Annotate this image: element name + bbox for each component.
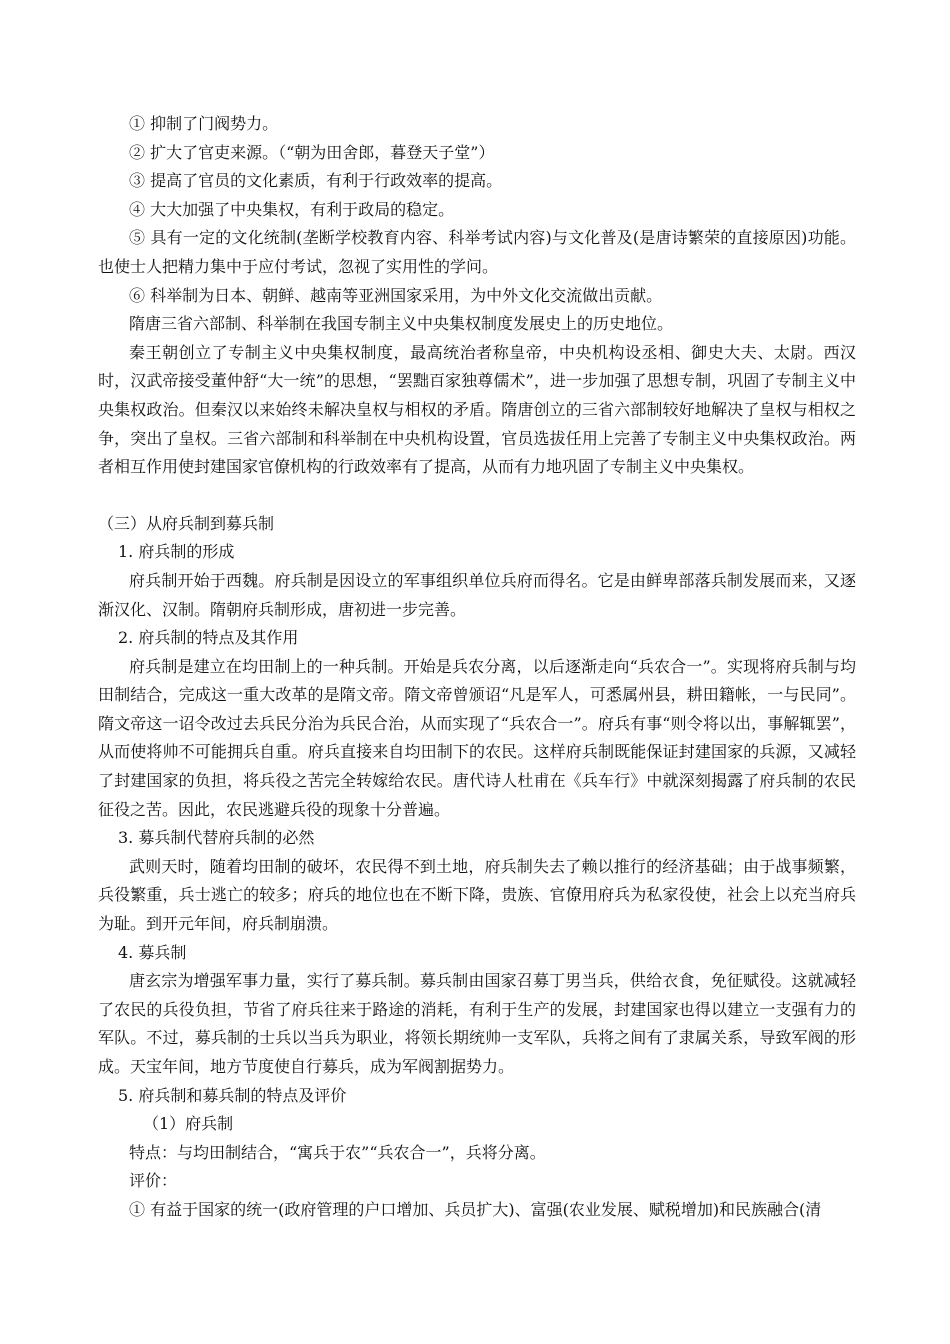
subheading: 1. 府兵制的形成 (118, 542, 235, 562)
features-line: 特点：与均田制结合，“寓兵于农”“兵农合一”，兵将分离。 (129, 1142, 546, 1162)
body-paragraph: 武则天时，随着均田制的破坏，农民得不到土地，府兵制失去了赖以推行的经济基础；由于战事频繁，兵役繁重，兵士逃亡的较多；府兵的地位也在不断下降，贵族、官僚用府兵为私家役使，社会上以充当府兵为耻。到开元年间，府兵制崩溃。 (98, 856, 856, 934)
list-item: ④ 大大加强了中央集权，有利于政局的稳定。 (129, 199, 455, 219)
subheading: 2. 府兵制的特点及其作用 (118, 628, 299, 648)
spacer (98, 482, 856, 510)
body-paragraph: 唐玄宗为增强军事力量，实行了募兵制。募兵制由国家召募丁男当兵，供给衣食，免征赋役。这就减轻了农民的兵役负担，节省了府兵往来于路途的消耗，有利于生产的发展，封建国家也得以建立一支强有力的军队。不过，募兵制的士兵以当兵为职业，将领长期统帅一支军队，兵将之间有了隶属关系，导致军阀的形成。天宝年间，地方节度使自行募兵，成为军阀割据势力。 (98, 971, 856, 1076)
subheading: 5. 府兵制和募兵制的特点及评价 (118, 1085, 347, 1105)
body-paragraph: 府兵制开始于西魏。府兵制是因设立的军事组织单位兵府而得名。它是由鲜卑部落兵制发展而来，又逐渐汉化、汉制。隋朝府兵制形成，唐初进一步完善。 (98, 570, 856, 619)
list-item: ① 抑制了门阀势力。 (129, 114, 279, 133)
section-heading: （三）从府兵制到募兵制 (98, 513, 275, 533)
list-item: ③ 提高了官员的文化素质，有利于行政效率的提高。 (129, 171, 503, 191)
section-subtitle: 隋唐三省六部制、科举制在我国专制主义中央集权制度发展史上的历史地位。 (129, 314, 674, 334)
body-paragraph: 秦王朝创立了专制主义中央集权制度，最高统治者称皇帝，中央机构设丞相、御史大夫、太尉。西汉时，汉武帝接受董仲舒“大一统”的思想，“罢黜百家独尊儒术”，进一步加强了思想专制，巩固了专制主义中央集权政治。但秦汉以来始终未解决皇权与相权的矛盾。隋唐创立的三省六部制较好地解决了皇权与相权之争，突出了皇权。三省六部制和科举制在中央机构设置，官员选拔任用上完善了专制主义中央集权政治。两者相互作用使封建国家官僚机构的行政效率有了提高，从而有力地巩固了专制主义中央集权。 (98, 342, 856, 477)
document-page (98, 110, 856, 1225)
subsubheading: （1）府兵制 (143, 1114, 234, 1134)
evaluation-label: 评价： (129, 1171, 178, 1191)
list-item: ② 扩大了官吏来源。（“朝为田舍郎，暮登天子堂”） (129, 142, 495, 162)
body-paragraph: 府兵制是建立在均田制上的一种兵制。开始是兵农分离，以后逐渐走向“兵农合一”。实现将府兵制与均田制结合，完成这一重大改革的是隋文帝。隋文帝曾颁诏“凡是军人，可悉属州县，耕田籍帐，一与民同”。隋文帝这一诏令改过去兵民分治为兵民合治，从而实现了“兵农合一”。府兵有事“则令将以出，事解辄罢”，从而使将帅不可能拥兵自重。府兵直接来自均田制下的农民。这样府兵制既能保证封建国家的兵源，又减轻了封建国家的负担，将兵役之苦完全转嫁给农民。唐代诗人杜甫在《兵车行》中就深刻揭露了府兵制的农民征役之苦。因此，农民逃避兵役的现象十分普遍。 (98, 656, 856, 819)
list-item: ⑤ 具有一定的文化统制(垄断学校教育内容、科举考试内容)与文化普及(是唐诗繁荣的直接原因)功能。也使士人把精力集中于应付考试，忽视了实用性的学问。 (98, 228, 856, 276)
subheading: 4. 募兵制 (118, 942, 187, 962)
list-item: ⑥ 科举制为日本、朝鲜、越南等亚洲国家采用，为中外文化交流做出贡献。 (129, 285, 663, 305)
subheading: 3. 募兵制代替府兵制的必然 (118, 828, 315, 848)
evaluation-item: ① 有益于国家的统一(政府管理的户口增加、兵员扩大)、富强(农业发展、赋税增加)和民族融合(清 (129, 1199, 822, 1219)
